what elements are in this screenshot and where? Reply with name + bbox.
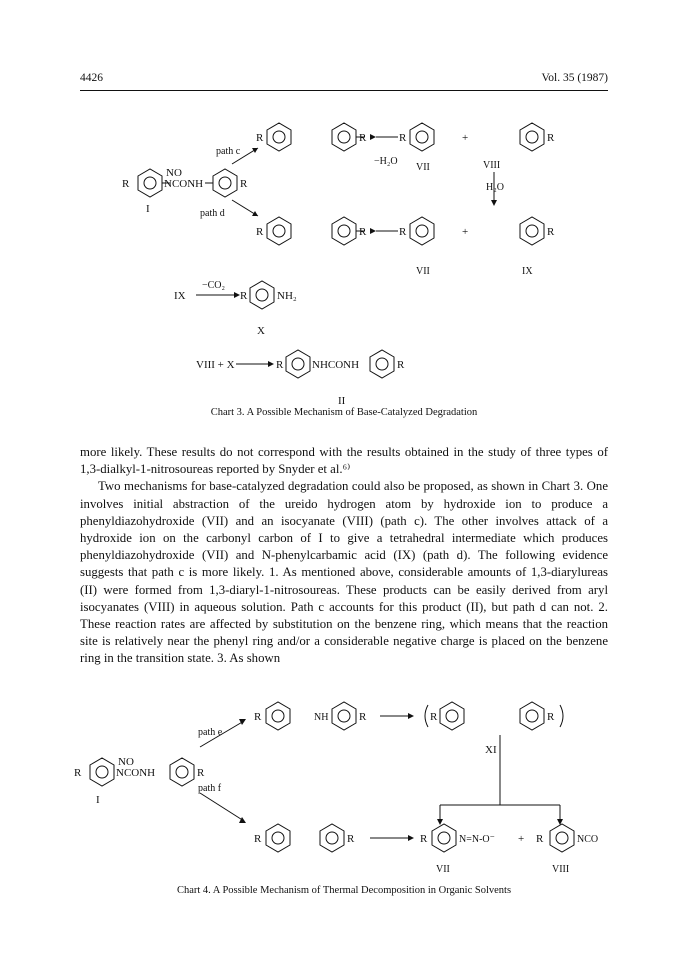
substituent-R: R xyxy=(420,833,428,845)
chart4-scheme xyxy=(0,625,688,875)
substituent-R: R xyxy=(122,178,130,190)
plus-sign: + xyxy=(462,132,469,144)
substituent-R: R xyxy=(359,132,367,144)
nconh-group: NCONH xyxy=(164,178,204,190)
compound-label-II: II xyxy=(338,395,346,407)
substituent-R: R xyxy=(74,767,82,779)
substituent-R: R xyxy=(399,226,407,238)
substituent-R: R xyxy=(197,767,205,779)
substituent-R: R xyxy=(276,359,284,371)
compound-label-IX: IX xyxy=(174,290,186,302)
substituent-R: R xyxy=(536,833,544,845)
substituent-R: R xyxy=(240,178,248,190)
page-number: 4426 xyxy=(80,72,103,84)
substituent-R: R xyxy=(256,132,264,144)
nh-group: NH xyxy=(314,712,329,723)
compound-label-VIII: VIII xyxy=(483,160,501,171)
paragraph: Two mechanisms for base-catalyzed degradation could also be proposed, as shown in Chart 3. One involves initial abstraction of the ureido hydrogen atom by hydroxide ion to produce a phenyldiazohydroxide (VII) and an isocyanate (VIII) (path c). The other involves attack of a hydroxide ion on the carbonyl carbon of I to give a tetrahedral intermediate which produces phenyldiazohydroxide (VII) and N-phenylcarbamic acid (IX) (path d). The following evidence suggests that path c is more likely. 1. As mentioned above, considerable amounts of 1,3-diarylureas (II) were formed from 1,3-diaryl-1-nitrosoureas. These products can be easily derived from aryl isocyanates (VIII) in aqueous solution. Path c accounts for this product (II), but path d can not. 2. These reaction rates are affected by substitution on the benzene ring, which means that the reaction site is relatively near the phenyl ring and/or a considerable negative charge is placed on the benzene ring in the transition state. 3. As shown xyxy=(80,479,608,666)
substituent-R: R xyxy=(547,711,555,723)
substituent-R: R xyxy=(347,833,355,845)
chart3-scheme xyxy=(0,92,688,412)
compound-label-VIII: VIII xyxy=(552,864,570,875)
compound-label-X: X xyxy=(257,325,265,337)
minus-water: −H₂O xyxy=(374,156,398,167)
plus-sign: + xyxy=(518,833,525,845)
diazotate-group: N=N-O⁻ xyxy=(459,834,495,845)
substituent-R: R xyxy=(240,290,248,302)
substituent-R: R xyxy=(254,711,262,723)
substituent-R: R xyxy=(399,132,407,144)
isocyanate-group: NCO xyxy=(577,834,599,845)
chart3-caption: Chart 3. A Possible Mechanism of Base-Catalyzed Degradation xyxy=(210,407,478,418)
paragraph: more likely. These results do not correspond with the results obtained in the study of three types of 1,3-dialkyl-1-nitrosoureas reported by Snyder et al.⁶⁾ xyxy=(80,445,608,477)
nhconh-group: NHCONH xyxy=(312,359,360,371)
path-f-label: path f xyxy=(198,783,222,794)
combination-lhs: VIII + X xyxy=(196,359,235,371)
path-c-label: path c xyxy=(216,146,241,157)
substituent-R: R xyxy=(430,711,438,723)
substituent-R: R xyxy=(547,132,555,144)
benzene-ring xyxy=(213,169,237,197)
nitroso-group: NO xyxy=(166,167,182,179)
substituent-R: R xyxy=(359,711,367,723)
compound-label-VII: VII xyxy=(416,162,430,173)
substituent-R: R xyxy=(359,226,367,238)
nitroso-group: NO xyxy=(118,756,134,768)
amino-group: NH₂ xyxy=(277,290,297,302)
substituent-R: R xyxy=(397,359,405,371)
compound-label-IX: IX xyxy=(522,266,533,277)
compound-label-I: I xyxy=(96,794,100,806)
plus-sign: + xyxy=(462,226,469,238)
compound-label-I: I xyxy=(146,203,150,215)
header-rule xyxy=(80,90,608,91)
compound-label-VII: VII xyxy=(416,266,430,277)
nconh-group: NCONH xyxy=(116,767,156,779)
compound-label-XI: XI xyxy=(485,744,497,756)
substituent-R: R xyxy=(254,833,262,845)
compound-label-VII: VII xyxy=(436,864,450,875)
path-d-label: path d xyxy=(200,208,225,219)
minus-co2: −CO₂ xyxy=(202,280,226,291)
chart4-caption: Chart 4. A Possible Mechanism of Thermal Decomposition in Organic Solvents xyxy=(176,885,512,896)
journal-volume: Vol. 35 (1987) xyxy=(541,72,608,84)
path-e-label: path e xyxy=(198,727,223,738)
benzene-ring xyxy=(138,169,162,197)
water: H₂O xyxy=(486,182,504,193)
substituent-R: R xyxy=(547,226,555,238)
substituent-R: R xyxy=(256,226,264,238)
